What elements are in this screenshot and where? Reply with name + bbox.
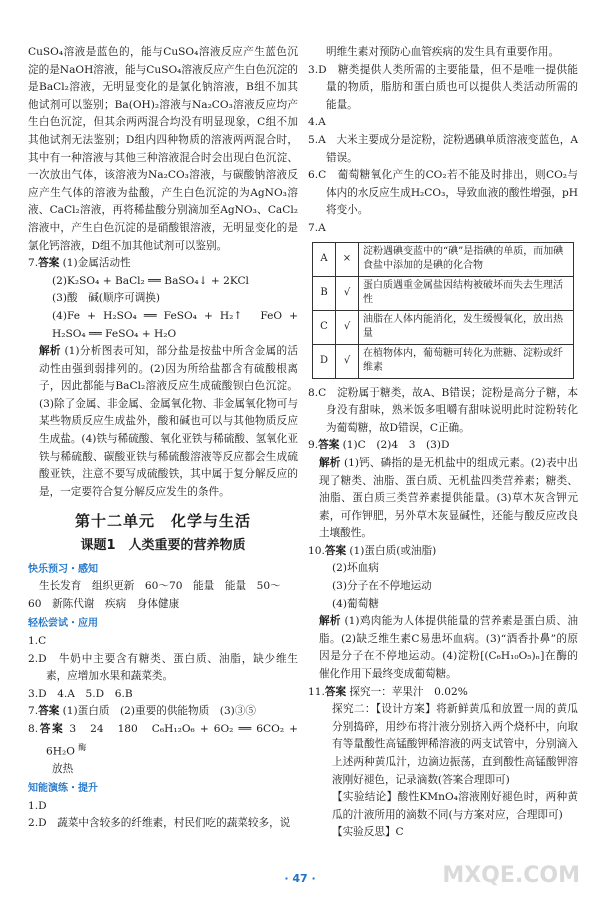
analysis: 解析 (1)钙、磷指的是无机盐中的组成元素。(2)表中出现了糖类、油脂、蛋白质、无机盐四类营养素；糖类、油脂、蛋白质三类营养素提供能量。(3)草木灰含钾元素，可作钾肥，另外草木灰显碱性，还能与酸反应改良土壤酸性。 (319, 456, 579, 540)
answer-label: 答案 (38, 705, 60, 718)
options-table (312, 242, 574, 379)
question-8: 8.答案 3 24 180 C₆H₁₂O₆ + 6O₂ ══ 6CO₂ + 6H₂O $^酶$ (28, 722, 298, 758)
answer-label: 答案 (324, 544, 347, 557)
analysis-label: 解析 (39, 345, 61, 358)
answer-line: 2.D 蔬菜中含较多的纤维素，村民们吃的蔬菜较多，说 (28, 817, 291, 830)
answer-line: (1)金属活动性 (62, 257, 131, 270)
answer-line: 8.C 淀粉属于糖类，故A、B错误；淀粉是高分子糖，本身没有甜味，熟米饭多咀嚼有甜味说明此时淀粉转化为葡萄糖，故D错误，C正确。 (308, 386, 578, 434)
answer-line: (3)酸 碱(顺序可调换) (52, 292, 161, 305)
answer-line: 生长发育 组织更新 60～70 能量 能量 50～ (39, 580, 281, 593)
answer-line: (4)Fe + H₂SO₄ ══ FeSO₄ + H₂↑ FeO + H₂SO₄ ══ FeSO₄ + H₂O (52, 309, 298, 340)
section-heading: 轻松尝试・应用 (28, 618, 98, 630)
right-column (308, 44, 578, 842)
answer-line: 5.A 大米主要成分是淀粉，淀粉遇碘单质溶液变蓝色，A错误。 (308, 133, 578, 164)
analysis-label: 解析 (319, 615, 341, 628)
answer-line: (4)葡萄糖 (332, 597, 379, 610)
answer-line: 6.C 葡萄糖氧化产生的CO₂若不能及时排出，则CO₂与体内的水反应生成H₂CO₃，导致血液的酸性增强，pH将变小。 (308, 169, 578, 217)
table-row: A × 淀粉遇碘变蓝中的“碘”是指碘的单质，而加碘食盐中添加的是碘的化合物 (313, 242, 574, 276)
answer-line: 1.D (28, 799, 47, 812)
section-heading: 知能演练・提升 (28, 783, 98, 795)
answer-line: 明维生素对预防心血管疾病的发生具有重要作用。 (326, 46, 560, 58)
catalyst-label: 酶 (78, 742, 87, 752)
answer-line: 4.A (308, 116, 326, 129)
intro-paragraph: CuSO₄溶液是蓝色的，能与CuSO₄溶液反应产生蓝色沉淀的是NaOH溶液，能与CuSO₄溶液反应产生白色沉淀的是BaCl₂溶液，无明显变化的是氯化钠溶液，B组不加其他试剂可以鉴别；Ba(OH)₂溶液与Na₂CO₃溶液反应均产生白色沉淀，但其余两两混合均没有明显现象，C组不加其他试剂无法鉴别；D组内四种物质的溶液两两混合时，其中有一种溶液与其他三种溶液混合时会出现白色沉淀、一次放出气体，该溶液为Na₂CO₃溶液，与碳酸钠溶液反应产生气体的溶液为盐酸，产生白色沉淀的为AgNO₃溶液、CaCl₂溶液，再将稀盐酸分别滴加至AgNO₃、CaCl₂溶液中，产生白色沉淀的是硝酸银溶液，无明显变化的是氯化钙溶液，D组不加其他试剂可以鉴别。 (28, 46, 298, 252)
lesson-title: 课题1 人类重要的营养物质 (80, 538, 246, 554)
answer-line: 探究二：【设计方案】将新鲜黄瓜和放置一周的黄瓜分别捣碎，用纱布将汁液分别挤入两个烧杯中，向取有等量酸性高锰酸钾稀溶液的两支试管中，分别滴入上述两种黄瓜汁，边滴边振荡，直到酸性高锰酸钾溶液刚好褪色，记录滴数(答案合理即可) (332, 703, 578, 786)
left-column (28, 44, 298, 833)
question-7b: 7.答案 (1)蛋白质 (2)重要的供能物质 (3)③⑤ (28, 705, 257, 718)
answer-label: 答案 (318, 439, 340, 452)
answer-label: 答案 (38, 257, 60, 270)
answer-label: 答案 (324, 685, 347, 698)
answer-line: 7.A (308, 221, 326, 234)
question-7: 7.答案 (1)金属活动性 (28, 257, 131, 270)
answer-line: 2.D 牛奶中主要含有糖类、蛋白质、油脂，缺少维生素，应增加水果和蔬菜类。 (28, 652, 298, 683)
watermark-logo: MXQE.COM (442, 863, 580, 888)
analysis: 解析 (1)鸡肉能为人体提供能量的营养素是蛋白质、油脂。(2)缺乏维生素C易患坏血病。(3)“酒香扑鼻”的原因是分子在不停地运动。(4)淀粉[(C₆H₁₀O₅)ₙ]在酶的催化作用下最终变成葡萄糖。 (319, 615, 578, 681)
answer-line: 放热 (52, 762, 74, 775)
answer-line: 60 新陈代谢 疾病 身体健康 (28, 597, 180, 610)
question-11: 11.答案 探究一：苹果汁 0.02% (308, 685, 468, 698)
answer-line: (2)坏血病 (332, 562, 379, 575)
table-row: B √ 蛋白质遇重金属盐因结构被破坏而失去生理活性 (313, 276, 574, 310)
analysis: 解析 (1)分析图表可知，部分盐是按盐中所含金属的活动性由强到弱排列的。(2)因为所给盐都含有硫酸根离子，因此都能与BaCl₂溶液反应生成硫酸钡白色沉淀。(3)除了金属、非金属、金属氧化物、非金属氧化物可与某些物质反应生成盐外，酸和碱也可以与其他物质反应生成盐。(4)铁与稀硫酸、氧化亚铁与稀硫酸、氢氧化亚铁与稀硫酸、碳酸亚铁与稀硫酸溶液等反应都会生成硫酸亚铁，注意不要写成硫酸铁，其中属于复分解反应的是，一定要符合复分解反应发生的条件。 (39, 345, 298, 498)
page-number: · 47 · (284, 872, 316, 885)
answer-label: 答案 (38, 722, 65, 735)
answer-line: 【实验结论】酸性KMnO₄溶液刚好褪色时，两种黄瓜的汁液所用的滴数不同(与方案对应，合理即可) (332, 791, 578, 821)
table-row: D √ 在植物体内，葡萄糖可转化为蔗糖、淀粉或纤维素 (313, 344, 574, 378)
section-heading: 快乐预习・感知 (28, 563, 98, 575)
answer-line: 【实验反思】C (332, 826, 404, 839)
analysis-label: 解析 (319, 456, 341, 469)
answer-line: 3.D 4.A 5.D 6.B (28, 687, 133, 700)
answer-line: (2)K₂SO₄ + BaCl₂ ══ BaSO₄↓ + 2KCl (52, 274, 249, 287)
answer-line: (3)分子在不停地运动 (332, 580, 432, 593)
answer-line: 3.D 糖类提供人类所需的主要能量，但不是唯一提供能量的物质，脂肪和蛋白质也可以提供人类活动所需的能量。 (308, 63, 578, 111)
answer-line: 1.C (28, 635, 47, 647)
table-row: C √ 油脂在人体内能消化，发生缓慢氧化，放出热量 (313, 310, 574, 344)
question-10: 10.答案 (1)蛋白质(或油脂) (308, 544, 437, 557)
unit-title: 第十二单元 化学与生活 (74, 512, 251, 531)
question-9: 9.答案 (1)C (2)4 3 (3)D (308, 439, 450, 452)
